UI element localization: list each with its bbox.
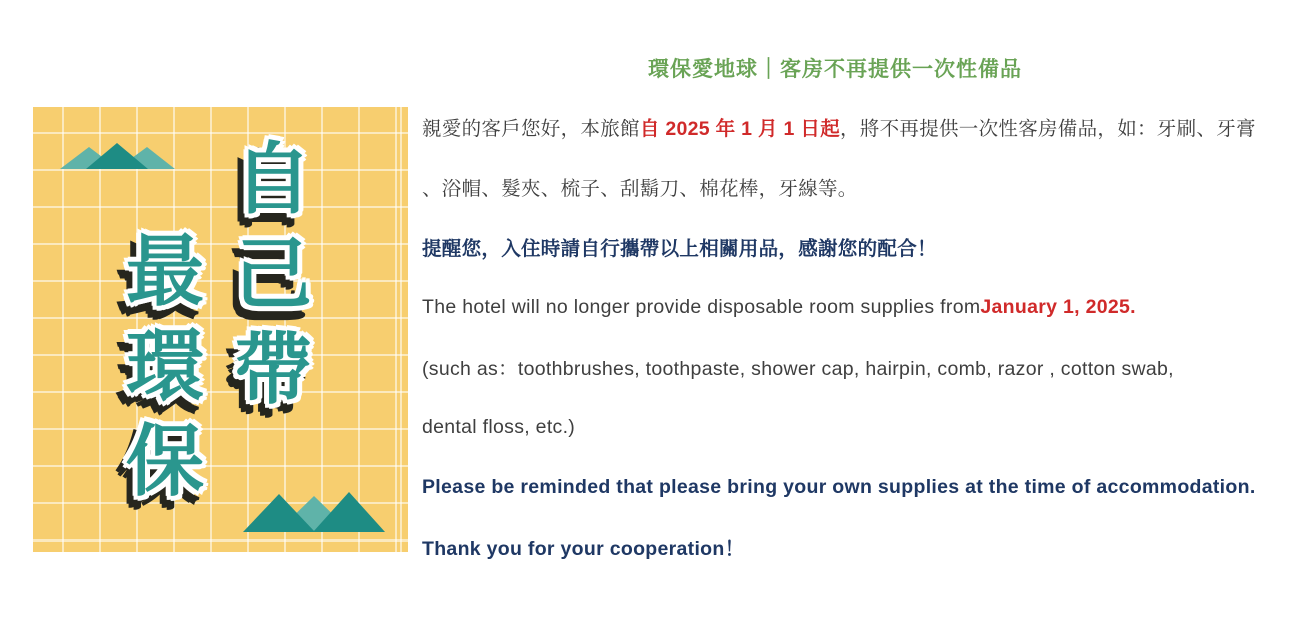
en-reminder-text: Please be reminded that please bring your own supplies at the time of accommodation. <box>422 475 1256 498</box>
en-date-highlight: January 1, 2025. <box>980 295 1136 318</box>
poster-char: 保 <box>125 417 204 507</box>
reminder-en-line <box>422 457 1282 517</box>
poster-text-column-left <box>115 225 215 510</box>
en-examples-text-2: dental floss, etc.) <box>422 415 576 438</box>
paragraph-zh-line1 <box>422 97 1282 157</box>
poster-char: 自 <box>233 135 312 225</box>
paragraph-en-examples-line2 <box>422 397 1282 457</box>
zh-date-highlight: 自 2025 年 1 月 1 日起 <box>639 118 840 140</box>
paragraph-en-examples-line1 <box>422 337 1282 397</box>
zh-intro-rest: ，將不再提供一次性客房備品，如：牙刷、牙膏 <box>840 118 1256 140</box>
mountains-bottom-right-icon <box>243 490 385 532</box>
eco-poster <box>33 107 408 552</box>
page-title: 環保愛地球｜客房不再提供一次性備品 <box>648 58 1022 81</box>
poster-char: 環 <box>125 322 204 412</box>
zh-intro-text: 親愛的客戶您好，本旅館 <box>422 118 640 140</box>
zh-reminder-text: 提醒您，入住時請自行攜帶以上相關用品，感謝您的配合！ <box>422 238 937 260</box>
notice-body <box>422 97 1282 577</box>
poster-char: 最 <box>125 227 204 317</box>
poster-char: 帶 <box>233 325 312 415</box>
en-intro-text: The hotel will no longer provide disposable room supplies from <box>422 295 981 318</box>
zh-items-text: 、浴帽、髮夾、梳子、刮鬍刀、棉花棒，牙線等。 <box>422 178 858 200</box>
reminder-zh-line <box>422 217 1282 277</box>
thanks-line <box>422 517 1282 577</box>
en-thanks-text: Thank you for your cooperation！ <box>422 538 745 560</box>
mountains-top-left-icon <box>60 143 175 169</box>
poster-text-column-right <box>223 133 323 418</box>
paragraph-en-line1 <box>422 277 1282 337</box>
poster-char: 己 <box>233 230 312 320</box>
en-examples-text-1: (such as：toothbrushes, toothpaste, shower cap, hairpin, comb, razor , cotton swab, <box>422 358 1174 380</box>
paragraph-zh-line2 <box>422 157 1282 217</box>
